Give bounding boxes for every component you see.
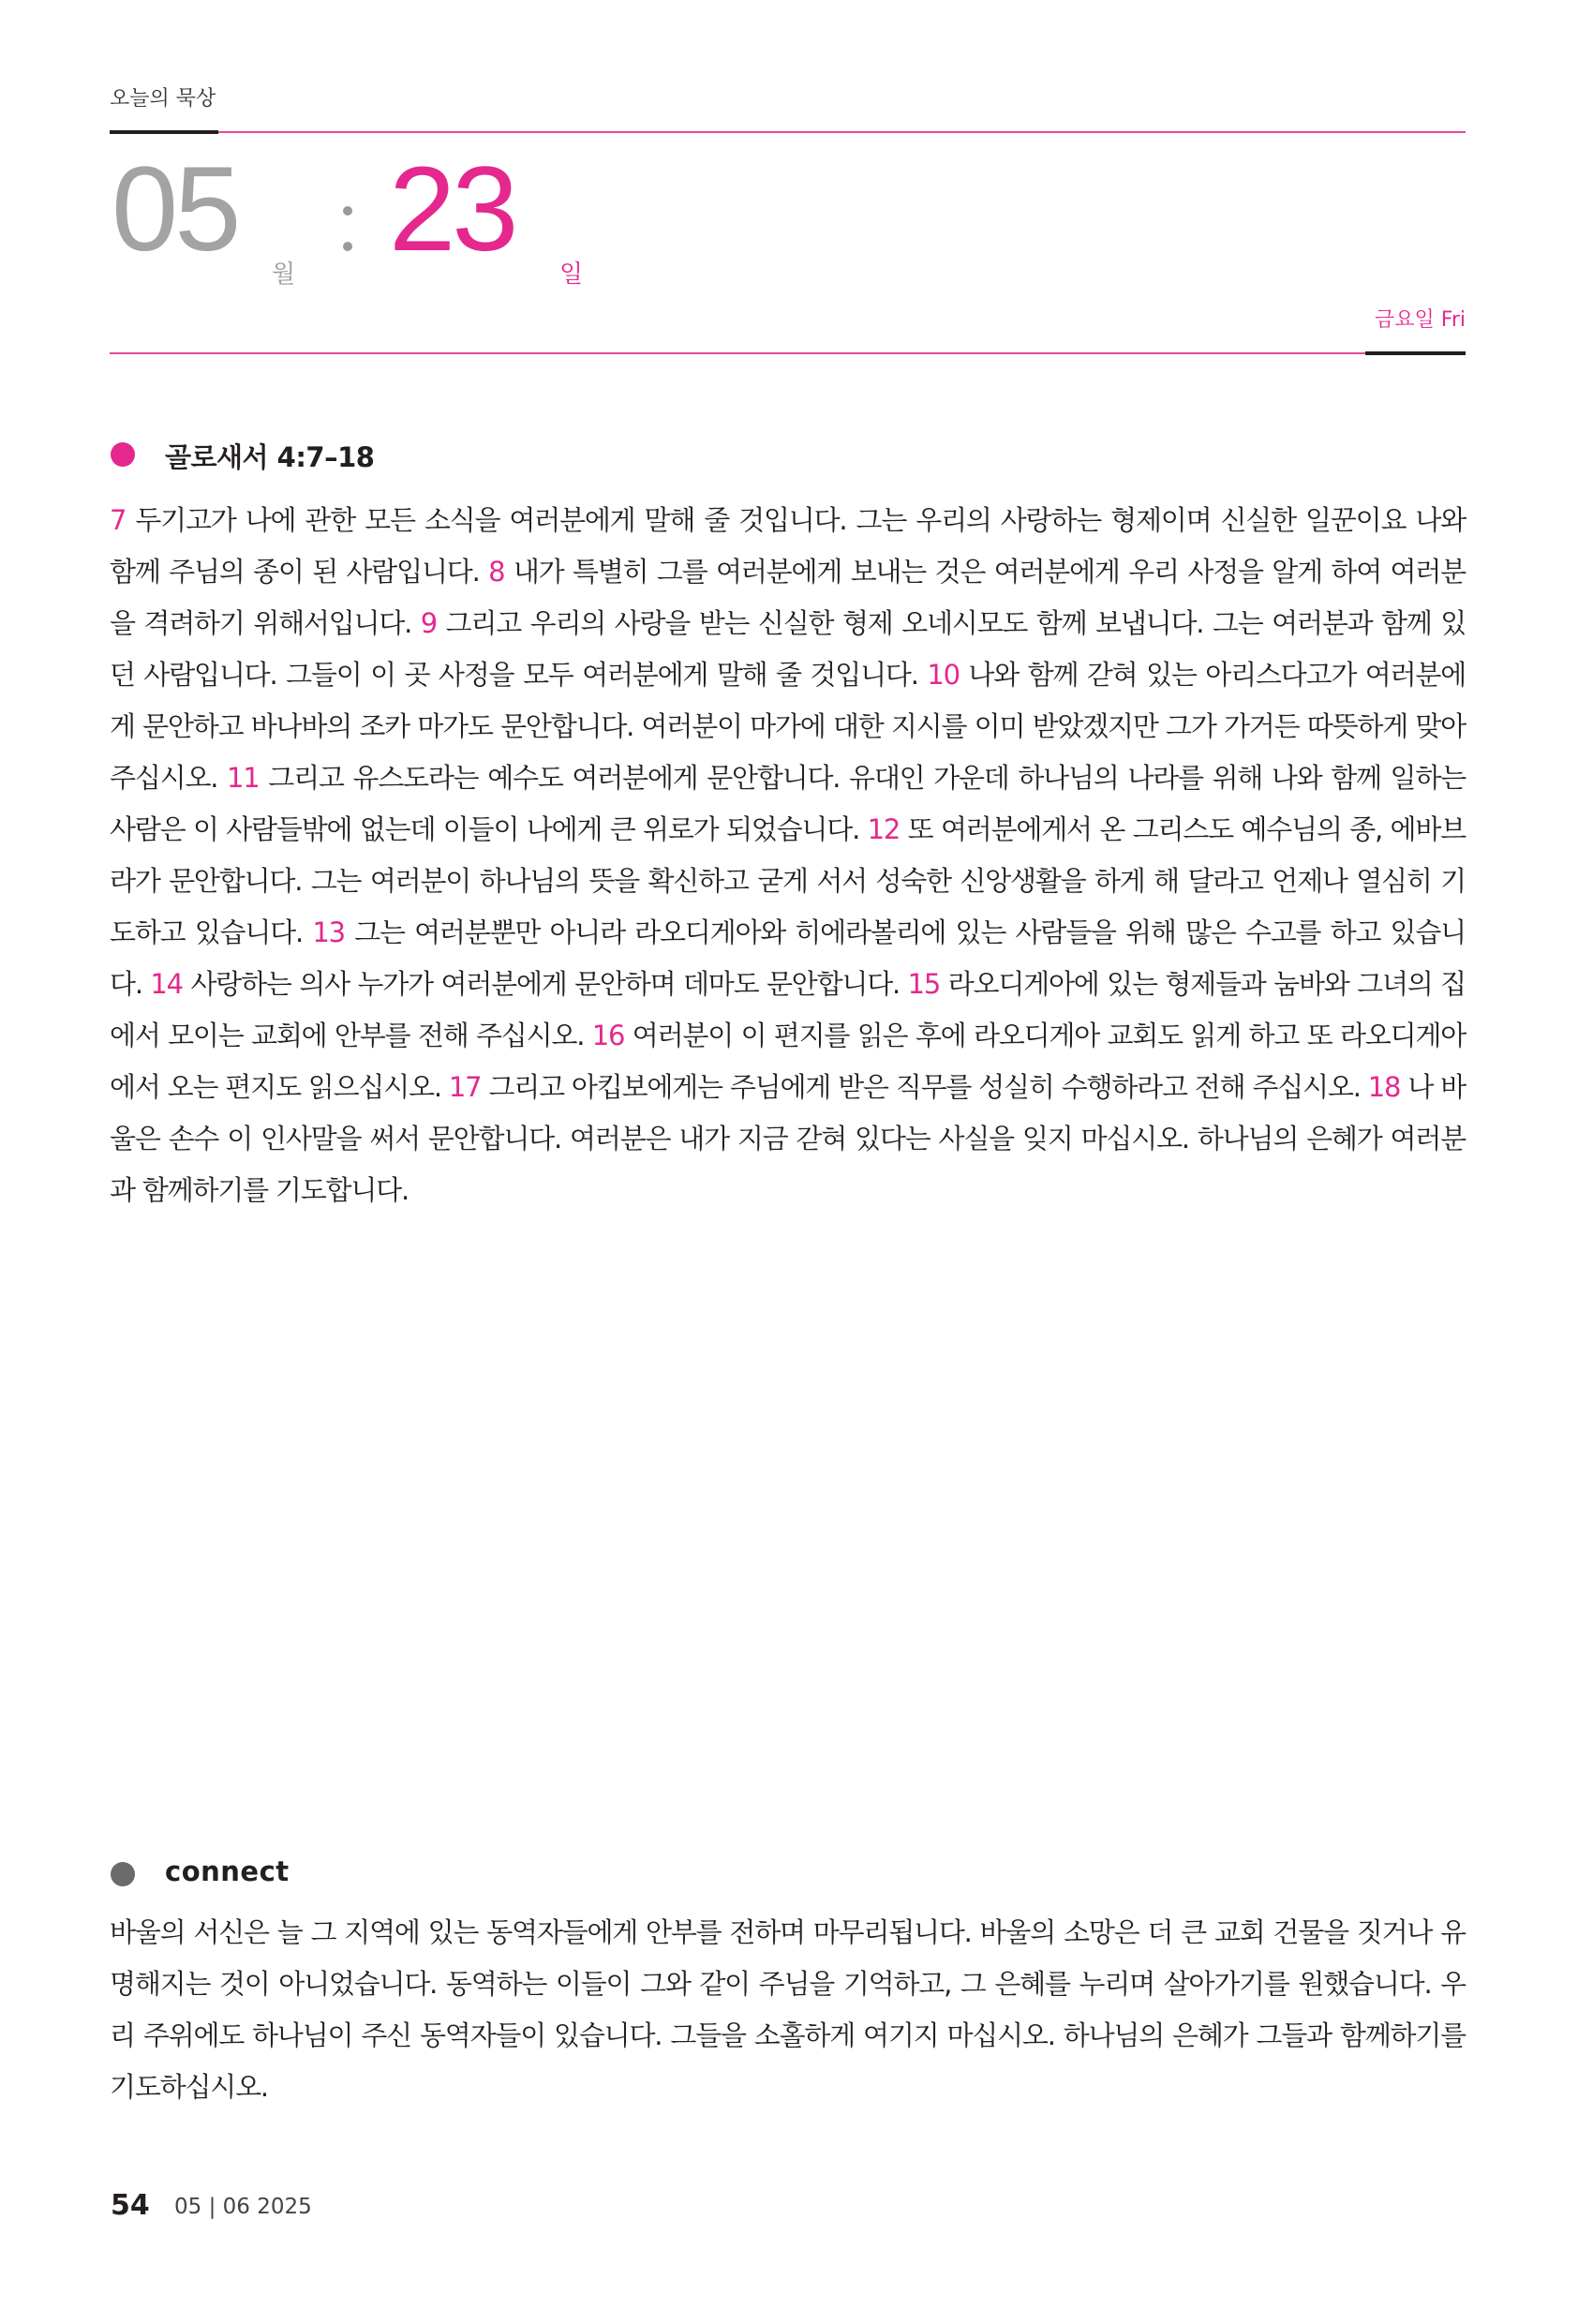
verse-number: 8 [488, 556, 505, 588]
verse-number: 18 [1367, 1071, 1401, 1103]
issue-label: 05 | 06 2025 [174, 2195, 312, 2219]
verse-number: 13 [312, 916, 345, 948]
connect-text: 바울의 서신은 늘 그 지역에 있는 동역자들에게 안부를 전하며 마무리됩니다. 바울의 소망은 더 큰 교회 건물을 짓거나 유명해지는 것이 아니었습니다. 동역하는 이들이 그와 같이 주님을 기억하고, 그 은혜를 누리며 살아가기를 원했습니다. 우리 주위에도 하나님이 주신 동역자들이 있습니다. 그들을 소홀하게 여기지 마십시오. 하나님의 은혜가 그들과 함께하기를 기도하십시오. [110, 1916, 1466, 2103]
verse-text: 그리고 우리의 사랑을 받는 신실한 형제 오네시모도 함께 보냅니다. 그는 여러분과 함께 있던 사람입니다. 그들이 이 곳 사정을 모두 여러분에게 말해 줄 것입니다. [110, 607, 1466, 691]
verse-number: 11 [227, 762, 260, 794]
verse-text: 또 여러분에게서 온 그리스도 예수님의 종, 에바브라가 문안합니다. 그는 여러분이 하나님의 뜻을 확신하고 굳게 서서 성숙한 신앙생활을 하게 해 달라고 언제나 열심히 기도하고 있습니다. [110, 813, 1466, 948]
month-unit: 월 [272, 261, 296, 289]
verse-text: 두기고가 나에 관한 모든 소식을 여러분에게 말해 줄 것입니다. 그는 우리의 사랑하는 형제이며 신실한 일꾼이요 나와 함께 주님의 종이 된 사람입니다. [110, 504, 1466, 588]
verse-text: 그는 여러분뿐만 아니라 라오디게아와 히에라볼리에 있는 사람들을 위해 많은 수고를 하고 있습니다. [110, 916, 1466, 1000]
verse-number: 10 [927, 659, 960, 691]
day-number: 23 [389, 142, 515, 276]
header-divider-pink [110, 352, 1365, 354]
connect-heading: connect [165, 1855, 290, 1887]
verse-text: 나와 함께 갇혀 있는 아리스다고가 여러분에게 문안하고 바나바의 조카 마가도 문안합니다. 여러분이 마가에 대한 지시를 이미 받았겠지만 그가 가거든 따뜻하게 맞아 주십시오. [110, 659, 1466, 794]
header-divider-dark [1365, 351, 1466, 355]
top-divider-pink [218, 131, 1466, 133]
verse-text: 라오디게아에 있는 형제들과 눔바와 그녀의 집에서 모이는 교회에 안부를 전해 주십시오. [110, 968, 1466, 1051]
verse-text: 여러분이 이 편지를 읽은 후에 라오디게아 교회도 읽게 하고 또 라오디게아에서 오는 편지도 읽으십시오. [110, 1020, 1466, 1103]
verse-text: 나 바울은 손수 이 인사말을 써서 문안합니다. 여러분은 내가 지금 갇혀 있다는 사실을 잊지 마십시오. 하나님의 은혜가 여러분과 함께하기를 기도합니다. [110, 1071, 1466, 1206]
month-number: 05 [112, 142, 238, 276]
verse-number: 14 [150, 968, 183, 1000]
verse-text: 그리고 아킵보에게는 주님에게 받은 직무를 성실히 수행하라고 전해 주십시오. [481, 1071, 1368, 1103]
scripture-bullet-icon [111, 442, 135, 467]
verse-number: 12 [867, 813, 901, 845]
verse-number: 7 [110, 504, 127, 536]
verse-number: 17 [448, 1071, 482, 1103]
scripture-reference: 골로새서 4:7–18 [165, 441, 375, 473]
day-unit: 일 [559, 261, 584, 289]
verse-text: 그리고 유스도라는 예수도 여러분에게 문안합니다. 유대인 가운데 하나님의 나라를 위해 나와 함께 일하는 사람은 이 사람들밖에 없는데 이들이 나에게 큰 위로가 되었습니다. [110, 762, 1466, 845]
scripture-passage [110, 495, 1466, 1216]
date-colon-separator [340, 201, 355, 266]
page-number: 54 [111, 2189, 150, 2222]
top-divider-dark [110, 130, 218, 134]
verse-number: 16 [591, 1020, 625, 1051]
connect-bullet-icon [111, 1862, 135, 1886]
verse-text: 내가 특별히 그를 여러분에게 보내는 것은 여러분에게 우리 사정을 알게 하여 여러분을 격려하기 위해서입니다. [110, 556, 1466, 639]
verse-text: 사랑하는 의사 누가가 여러분에게 문안하며 데마도 문안합니다. [182, 968, 908, 1000]
verse-number: 9 [420, 607, 438, 639]
weekday-label: 금요일 Fri [1375, 308, 1466, 332]
verse-number: 15 [907, 968, 941, 1000]
section-label: 오늘의 묵상 [110, 87, 216, 111]
